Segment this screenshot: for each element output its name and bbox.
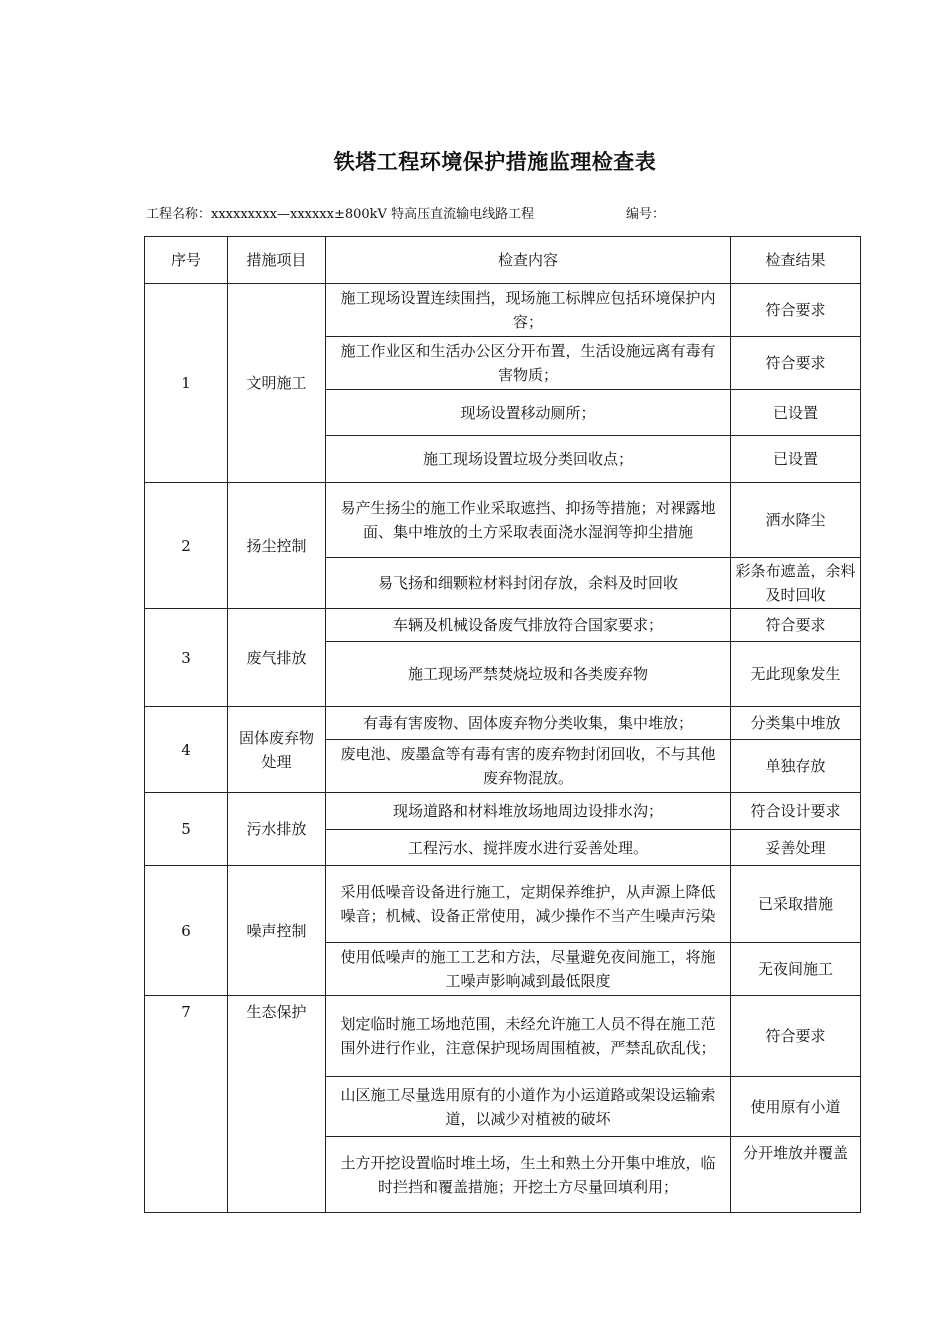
row-number: 4 bbox=[145, 707, 228, 793]
check-result: 符合要求 bbox=[731, 337, 861, 390]
table-row bbox=[145, 483, 861, 558]
check-content: 施工现场设置连续围挡，现场施工标牌应包括环境保护内容； bbox=[326, 284, 731, 337]
check-result: 无夜间施工 bbox=[731, 943, 861, 996]
header-content: 检查内容 bbox=[326, 237, 731, 284]
check-result: 分类集中堆放 bbox=[731, 707, 861, 740]
row-number: 7 bbox=[145, 996, 228, 1213]
check-content: 山区施工尽量选用原有的小道作为小运道路或架设运输索道，以减少对植被的破坏 bbox=[326, 1077, 731, 1137]
row-number: 1 bbox=[145, 284, 228, 483]
row-number: 6 bbox=[145, 866, 228, 996]
check-content: 土方开挖设置临时堆土场，生土和熟土分开集中堆放，临时拦挡和覆盖措施；开挖土方尽量回填利用； bbox=[326, 1137, 731, 1213]
measure-item: 废气排放 bbox=[228, 609, 326, 707]
check-content: 易飞扬和细颗粒材料封闭存放，余料及时回收 bbox=[326, 558, 731, 609]
check-result: 符合要求 bbox=[731, 609, 861, 642]
table-row bbox=[145, 793, 861, 830]
measure-item: 生态保护 bbox=[228, 996, 326, 1213]
check-result: 使用原有小道 bbox=[731, 1077, 861, 1137]
check-content: 车辆及机械设备废气排放符合国家要求； bbox=[326, 609, 731, 642]
measure-item: 噪声控制 bbox=[228, 866, 326, 996]
check-result: 彩条布遮盖，余料及时回收 bbox=[731, 558, 861, 609]
table-row bbox=[145, 996, 861, 1077]
check-result: 符合要求 bbox=[731, 996, 861, 1077]
table-row bbox=[145, 284, 861, 337]
header-result: 检查结果 bbox=[731, 237, 861, 284]
project-name-label: 工程名称：xxxxxxxxx—xxxxxx±800kV 特高压直流输电线路工程 bbox=[146, 207, 535, 222]
check-content: 有毒有害废物、固体废弃物分类收集，集中堆放； bbox=[326, 707, 731, 740]
table-row bbox=[145, 866, 861, 943]
check-content: 现场设置移动厕所； bbox=[326, 390, 731, 436]
check-result: 分开堆放并覆盖 bbox=[731, 1137, 861, 1213]
header-no: 序号 bbox=[145, 237, 228, 284]
check-result: 妥善处理 bbox=[731, 830, 861, 866]
check-content: 施工作业区和生活办公区分开布置，生活设施远离有毒有害物质； bbox=[326, 337, 731, 390]
check-result: 无此现象发生 bbox=[731, 642, 861, 707]
measure-item: 扬尘控制 bbox=[228, 483, 326, 609]
row-number: 2 bbox=[145, 483, 228, 609]
check-result: 已设置 bbox=[731, 436, 861, 483]
check-content: 废电池、废墨盒等有毒有害的废弃物封闭回收，不与其他废弃物混放。 bbox=[326, 740, 731, 793]
check-content: 使用低噪声的施工工艺和方法，尽量避免夜间施工，将施工噪声影响减到最低限度 bbox=[326, 943, 731, 996]
check-content: 施工现场严禁焚烧垃圾和各类废弃物 bbox=[326, 642, 731, 707]
check-content: 工程污水、搅拌废水进行妥善处理。 bbox=[326, 830, 731, 866]
check-content: 采用低噪音设备进行施工，定期保养维护，从声源上降低噪音；机械、设备正常使用，减少操作不当产生噪声污染 bbox=[326, 866, 731, 943]
measure-item: 污水排放 bbox=[228, 793, 326, 866]
check-result: 单独存放 bbox=[731, 740, 861, 793]
measure-item: 文明施工 bbox=[228, 284, 326, 483]
table-row bbox=[145, 707, 861, 740]
check-result: 符合要求 bbox=[731, 284, 861, 337]
check-result: 符合设计要求 bbox=[731, 793, 861, 830]
check-result: 已采取措施 bbox=[731, 866, 861, 943]
check-result: 洒水降尘 bbox=[731, 483, 861, 558]
table-header bbox=[145, 237, 861, 284]
row-number: 5 bbox=[145, 793, 228, 866]
check-content: 现场道路和材料堆放场地周边设排水沟； bbox=[326, 793, 731, 830]
measure-item: 固体废弃物处理 bbox=[228, 707, 326, 793]
row-number: 3 bbox=[145, 609, 228, 707]
check-result: 已设置 bbox=[731, 390, 861, 436]
check-content: 划定临时施工场地范围，未经允许施工人员不得在施工范围外进行作业，注意保护现场周围植被，严禁乱砍乱伐； bbox=[326, 996, 731, 1077]
inspection-table bbox=[144, 236, 861, 1213]
check-content: 施工现场设置垃圾分类回收点； bbox=[326, 436, 731, 483]
code-number-label: 编号： bbox=[626, 207, 666, 222]
header-item: 措施项目 bbox=[228, 237, 326, 284]
page-title: 铁塔工程环境保护措施监理检查表 bbox=[333, 150, 657, 174]
check-content: 易产生扬尘的施工作业采取遮挡、抑扬等措施；对裸露地面、集中堆放的土方采取表面浇水湿润等抑尘措施 bbox=[326, 483, 731, 558]
table-row bbox=[145, 609, 861, 642]
